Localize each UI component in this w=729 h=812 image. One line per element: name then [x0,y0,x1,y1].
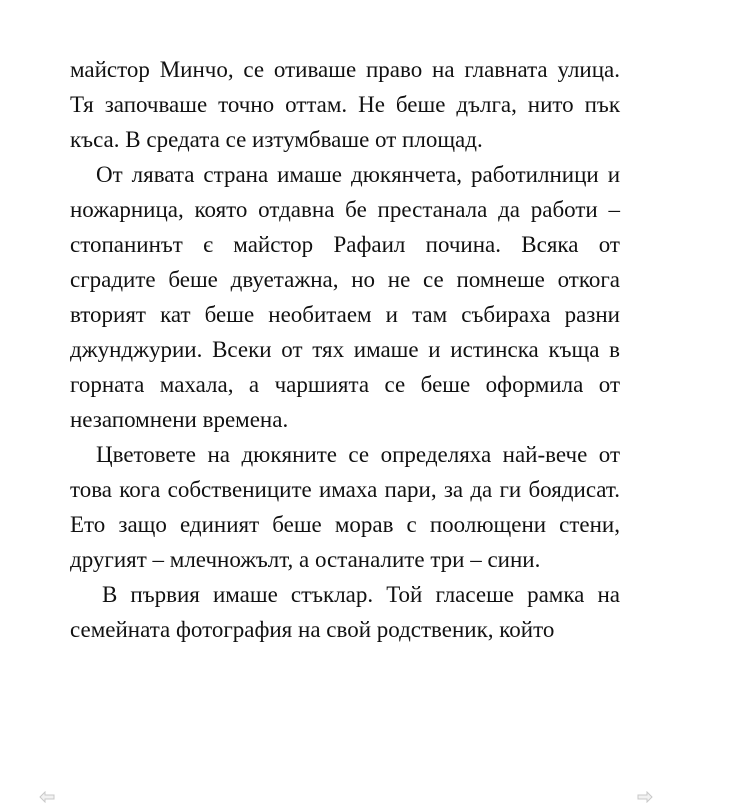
paragraph-2: От лявата страна имаше дюкянчета, работилници и ножарница, която отдавна бе престанала да работи – стопанинът є майстор Рафаил почина. Всяка от сградите беше двуетажна, но не се помнеше откога вторият кат беше необитаем и там събираха разни джунджурии. Всеки от тях имаше и истинска къща в горната махала, а чаршията се беше оформила от незапомнени времена. [70,162,620,432]
document-page [70,52,620,647]
arrow-right-icon [637,791,653,803]
paragraph-3: Цветовете на дюкяните се определяха най-вече от това кога собствениците имаха пари, за да ги боядисат. Ето защо единият беше морав с поолющени стени, другият – млечножълт, а останалите три – сини. [70,442,620,572]
arrow-left-icon [39,791,55,803]
paragraph-4: В първия имаше стъклар. Той гласеше рамка на семейната фотография на свой родственик, който [70,582,620,642]
next-page-button[interactable] [636,790,654,804]
paragraph-1: майстор Минчо, се отиваше право на главната улица. Тя започваше точно оттам. Не беше дълга, нито пък къса. В средата се изтумбваше от площад. [70,57,620,152]
previous-page-button[interactable] [38,790,56,804]
